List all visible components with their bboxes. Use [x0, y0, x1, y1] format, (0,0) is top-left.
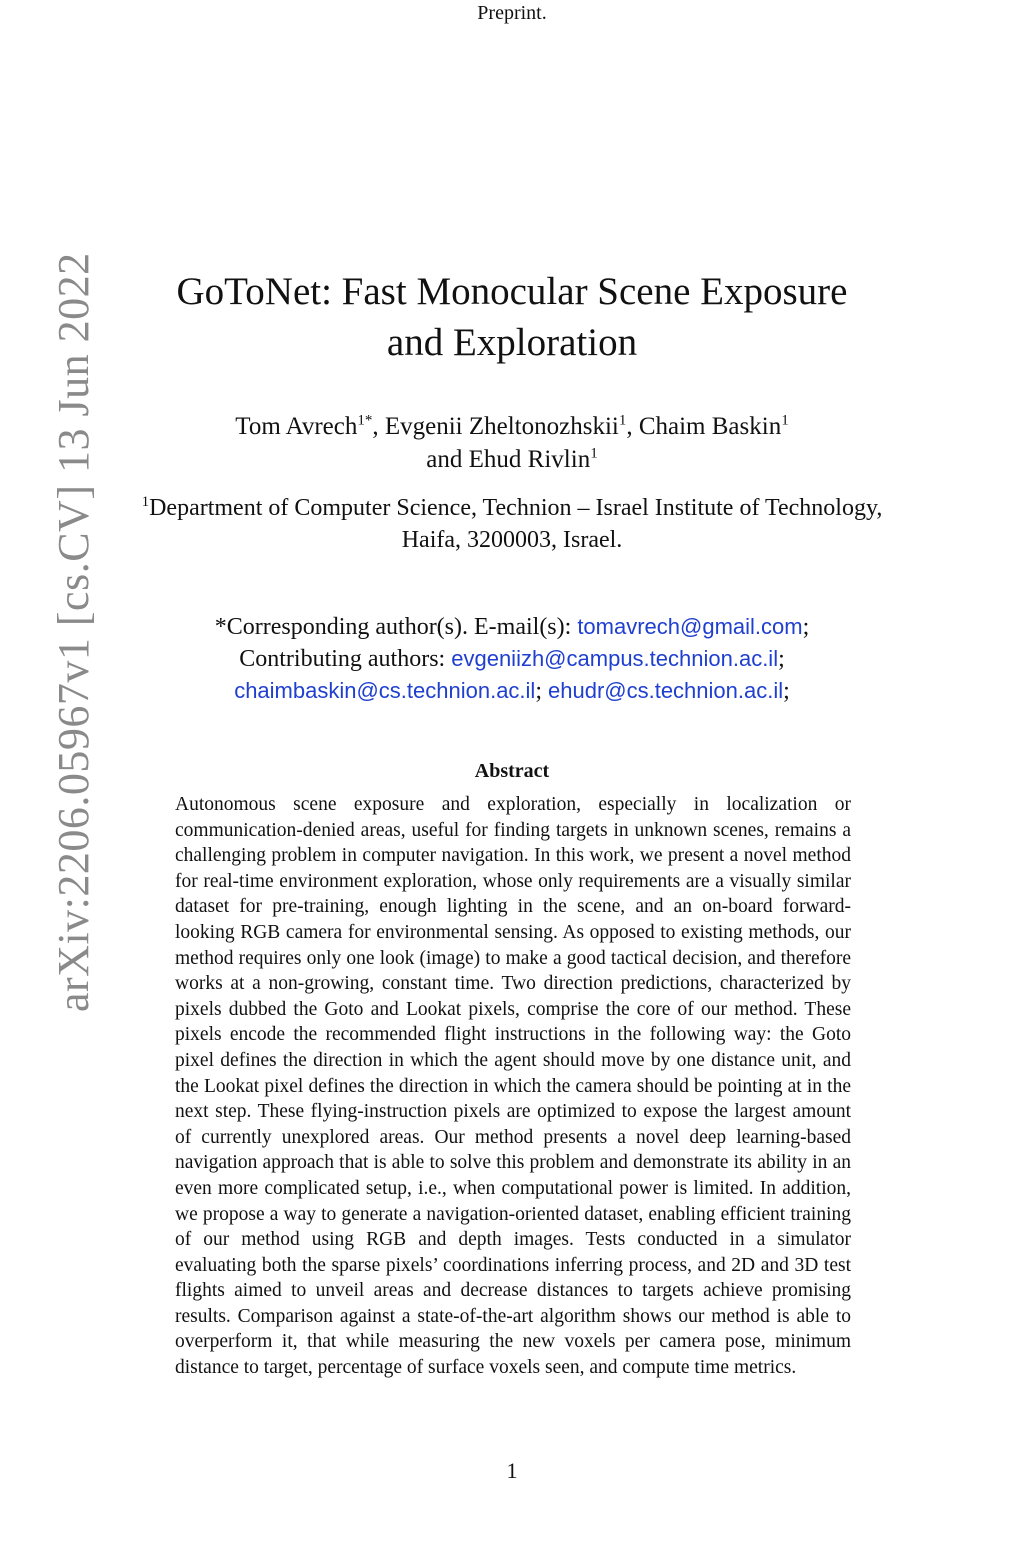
- author-name: Tom Avrech: [235, 413, 358, 440]
- author-name: Ehud Rivlin: [468, 446, 591, 473]
- page-number: 1: [506, 1458, 518, 1483]
- abstract-heading: Abstract: [474, 760, 550, 782]
- contributing-email-link[interactable]: ehudr@cs.technion.ac.il: [548, 678, 784, 703]
- author-line-2: and Ehud Rivlin$^1$: [426, 445, 598, 473]
- contributing-line: Contributing authors: evgeniizh@campus.technion.ac.il;: [239, 646, 785, 672]
- affiliation-mark: 1: [141, 494, 150, 510]
- corresponding-line: *Corresponding author(s). E-mail(s): tomavrech@gmail.com;: [214, 614, 810, 640]
- contributing-line-2: chaimbaskin@cs.technion.ac.il; ehudr@cs.technion.ac.il;: [234, 678, 790, 704]
- paper-title: [112, 266, 912, 368]
- title-line-2: and Exploration: [386, 321, 638, 364]
- contributing-label: Contributing authors:: [239, 646, 446, 672]
- arxiv-identifier-stamp: arXiv:2206.05967v1 [cs.CV] 13 Jun 2022: [49, 252, 98, 1012]
- contact-block: [112, 611, 912, 707]
- affiliation-text: Department of Computer Science, Technion – Israel Institute of Technology, Haifa, 3200003, Israel.: [149, 495, 883, 553]
- author-list: [112, 410, 912, 476]
- running-header: Preprint.: [477, 2, 547, 24]
- abstract-body: Autonomous scene exposure and exploration, especially in localization or communication-denied areas, useful for finding targets in unknown scenes, remains a challenging problem in computer navigation. In this work, we present a novel method for real-time environment exploration, whose only requirements are a visually similar dataset for pre-training, enough lighting in the scene, and an on-board forward-looking RGB camera for environmental sensing. As opposed to existing methods, our method requires only one look (image) to make a good tactical decision, and therefore works at a non-growing, constant time. Two direction predictions, characterized by pixels dubbed the Goto and Lookat pixels, comprise the core of our method. These pixels encode the recommended flight instructions in the following way: the Goto pixel defines the direction in which the agent should move by one distance unit, and the Lookat pixel defines the direction in which the camera should be pointing at in the next step. These flying-instruction pixels are optimized to expose the largest amount of currently unexplored areas. Our method presents a novel deep learning-based navigation approach that is able to solve this problem and demonstrate its ability in an even more complicated setup, i.e., when computational power is limited. In addition, we propose a way to generate a navigation-oriented dataset, enabling efficient training of our method using RGB and depth images. Tests conducted in a simulator evaluating both the sparse pixels’ coordinations inferring process, and 2D and 3D test flights aimed to unveil areas and decrease distances to targets achieve promising results. Comparison against a state-of-the-art algorithm shows our method is able to overperform it, that while measuring the new voxels per camera pose, minimum distance to target, percentage of surface voxels seen, and compute time metrics.: [175, 794, 851, 1379]
- author-line-1: Tom Avrech$^{1*}$, Evgenii Zheltonozhskii$^1$, Chaim Baskin$^1$: [235, 412, 789, 440]
- contributing-email-link[interactable]: evgeniizh@campus.technion.ac.il: [451, 646, 779, 671]
- author-affiliation-mark: 1: [618, 412, 627, 429]
- author-affiliation-mark: 1: [781, 412, 789, 429]
- author-affiliation-mark: 1: [590, 445, 598, 462]
- affiliation: [112, 492, 912, 556]
- corresponding-email-link[interactable]: tomavrech@gmail.com: [577, 614, 803, 639]
- corresponding-label: *Corresponding author(s). E-mail(s):: [214, 614, 572, 640]
- contributing-email-link[interactable]: chaimbaskin@cs.technion.ac.il: [234, 678, 536, 703]
- author-affiliation-mark: 1*: [357, 412, 373, 429]
- title-line-1: GoToNet: Fast Monocular Scene Exposure: [176, 270, 848, 313]
- author-name: Evgenii Zheltonozhskii: [384, 413, 619, 440]
- author-name: Chaim Baskin: [638, 413, 782, 440]
